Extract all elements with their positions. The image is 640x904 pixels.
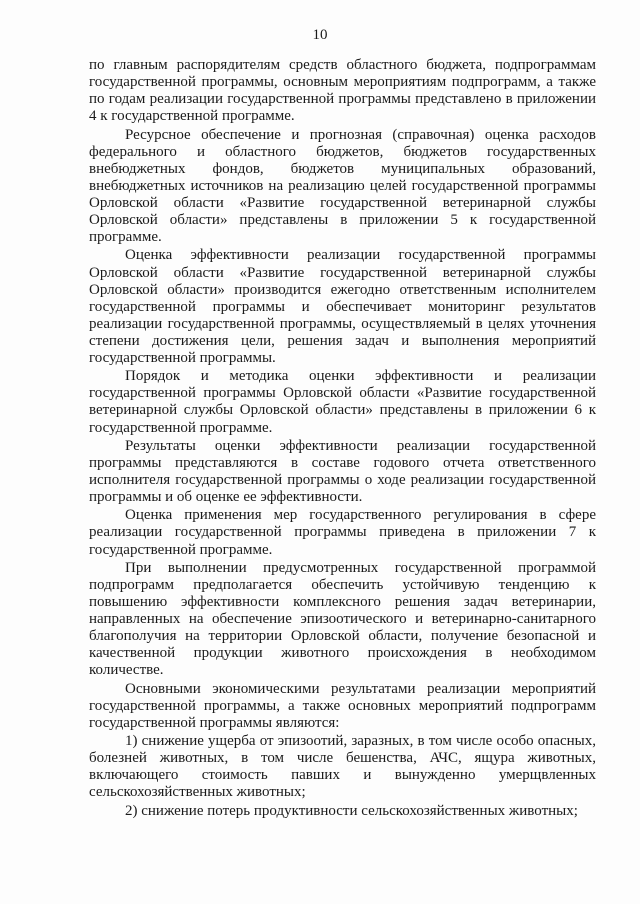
list-item-damage-reduction: 1) снижение ущерба от эпизоотий, заразных, в том числе особо опасных, болезней животных, в том числе бешенства, АЧС, ящура животных, включающего стоимость павших и вынужденно умерщвленных сельскохозяйственных животных; — [89, 733, 596, 801]
paragraph-regulation-measures: Оценка применения мер государственного регулирования в сфере реализации государственной программы приведена в приложении 7 к государственной программе. — [89, 507, 596, 558]
paragraph-budget-distribution: по главным распорядителям средств областного бюджета, подпрограммам государственной программы, основным мероприятиям подпрограмм, а также по годам реализации государственной программы представлено в приложении 4 к государственной программе. — [89, 57, 596, 125]
page-number: 10 — [312, 27, 328, 43]
paragraph-evaluation-methodology: Порядок и методика оценки эффективности и реализации государственной программы Орловской области «Развитие государственной ветеринарной службы Орловской области» представлены в приложении 6 к государственной программе. — [89, 368, 596, 436]
document-body — [89, 57, 596, 820]
paragraph-resource-provision: Ресурсное обеспечение и прогнозная (справочная) оценка расходов федерального и областного бюджетов, бюджетов государственных внебюджетных фондов, бюджетов муниципальных образований, внебюджетных источников на реализацию целей государственной программы Орловской области «Развитие государственной ветеринарной службы Орловской области» представлены в приложении 5 к государственной программе. — [89, 126, 596, 246]
paragraph-expected-trend: При выполнении предусмотренных государственной программой подпрограмм предполагается обеспечить устойчивую тенденцию к повышению эффективности комплексного решения задач ветеринарии, направленных на обеспечение эпизоотического и ветеринарно-санитарного благополучия на территории Орловской области, получение безопасной и качественной продукции животного происхождения в необходимом количестве. — [89, 559, 596, 679]
paragraph-evaluation-results: Результаты оценки эффективности реализации государственной программы представляются в составе годового отчета ответственного исполнителя государственной программы о ходе реализации государственной программы и об оценке ее эффективности. — [89, 437, 596, 506]
list-item-productivity-loss: 2) снижение потерь продуктивности сельскохозяйственных животных; — [125, 802, 578, 819]
paragraph-efficiency-evaluation: Оценка эффективности реализации государственной программы Орловской области «Развитие государственной ветеринарной службы Орловской области» производится ежегодно ответственным исполнителем государственной программы и обеспечивает мониторинг результатов реализации государственной программы, осуществляемый в целях уточнения степени достижения цели, решения задач и выполнения мероприятий государственной программы. — [89, 247, 596, 366]
paragraph-economic-results-intro: Основными экономическими результатами реализации мероприятий государственной программы, а также основных мероприятий подпрограмм государственной программы являются: — [89, 680, 596, 731]
